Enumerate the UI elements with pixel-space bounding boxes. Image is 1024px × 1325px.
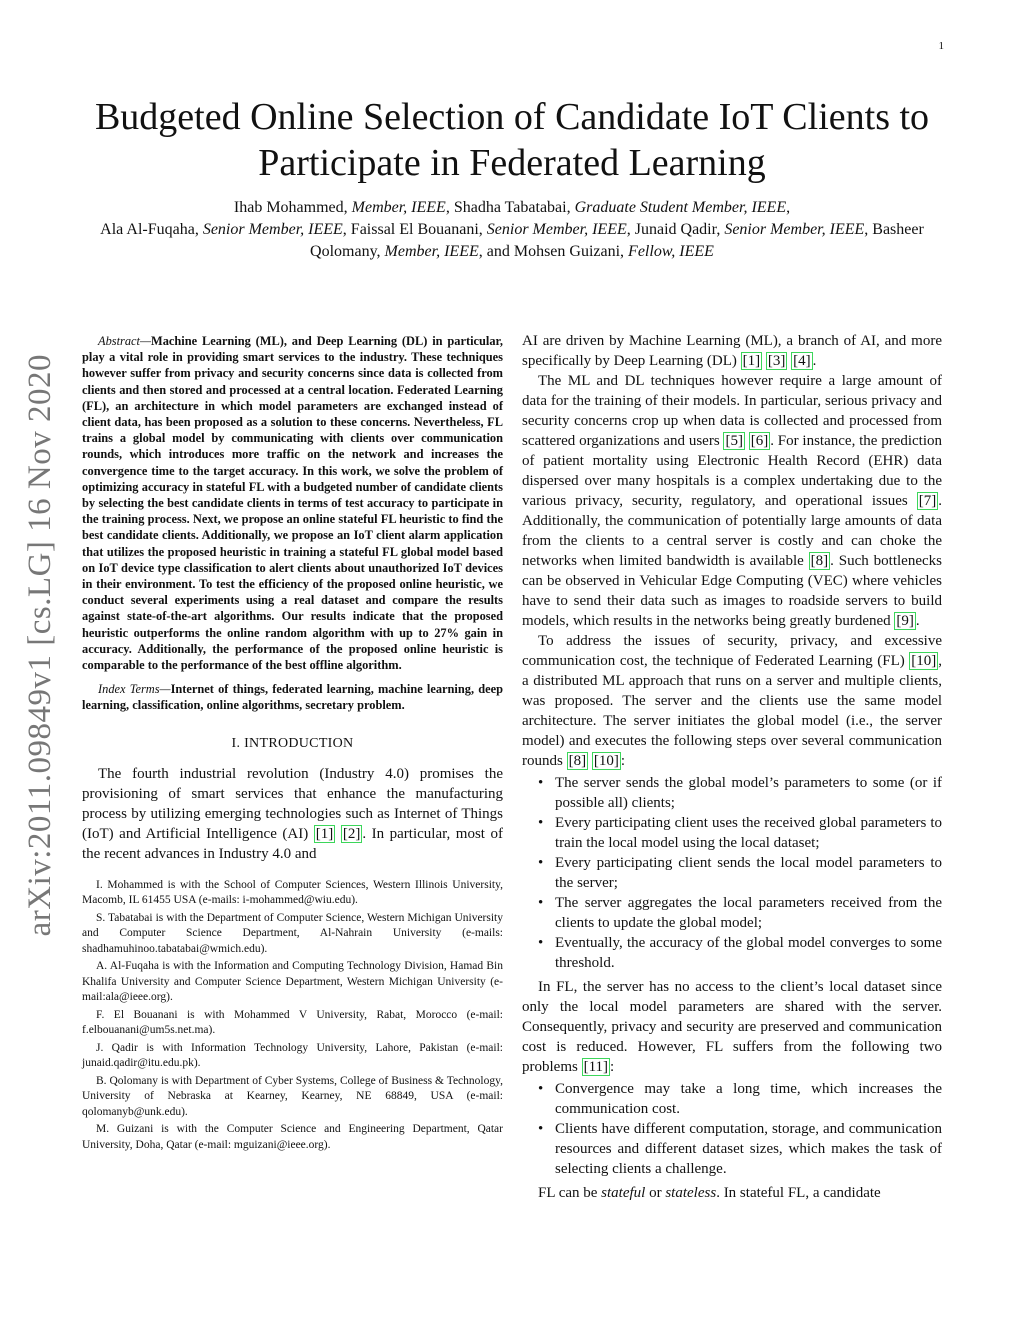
index-terms xyxy=(82,681,503,713)
citation-link[interactable]: [5] xyxy=(725,433,743,449)
author-role: Member, IEEE xyxy=(351,199,446,216)
author-name: Basheer Qolomany xyxy=(310,221,924,260)
author-list: Ihab Mohammed, Member, IEEE, Shadha Tabatabai, Graduate Student Member, IEEE, Ala Al-Fuqaha, Senior Member, IEEE, Faissal El Bouanani, Senior Member, IEEE, Junaid Qadir, Senior Member, IEEE, Basheer Qolomany, Member, IEEE, and Mohsen Guizani, Fellow, IEEE xyxy=(100,199,924,260)
citation-link[interactable]: [7] xyxy=(918,493,937,509)
abstract xyxy=(82,333,503,673)
paragraph-text: : xyxy=(620,753,626,769)
paragraph-text: . In stateful FL, a candidate xyxy=(716,1185,881,1201)
citation-link[interactable]: [3] xyxy=(767,353,786,369)
paragraph-text: . For instance, the prediction of patient mortality using Electronic Health Record (EHR) data dispersed over many hospitals is a complex undertaking due to the various privacy, security, regulatory, and operational issues xyxy=(522,433,943,509)
body-paragraph xyxy=(522,631,942,771)
paragraph-text: , a distributed ML approach that runs on a server and multiple clients, was proposed. The server and the clients use the same model architecture. The server initiates the global model (i.e., the server model) and executes the following steps over several communication rounds xyxy=(522,653,942,769)
paragraph-text: AI are driven by Machine Learning (ML), a branch of AI, and more specifically by Deep Learning (DL) xyxy=(522,333,942,369)
author-role: Member, IEEE xyxy=(384,243,479,260)
author-name: Faissal El Bouanani xyxy=(350,221,479,238)
intro-tail: . In particular, most of the recent advances in Industry 4.0 and xyxy=(82,825,504,862)
list-item: • Eventually, the accuracy of the global model converges to some threshold. xyxy=(522,933,942,973)
fl-problems-list xyxy=(522,1079,942,1179)
section-heading: I. INTRODUCTION xyxy=(231,735,354,751)
paragraph-text: In FL, the server has no access to the client’s local dataset since only the local model parameters are shared with the server. Consequently, privacy and security are preserved and communication cost is reduced. However, FL suffers from the following two problems xyxy=(522,979,942,1075)
fl-steps-list xyxy=(522,773,942,973)
body-paragraph xyxy=(522,371,942,631)
body-paragraph xyxy=(522,331,942,371)
paragraph-text: . xyxy=(915,613,920,629)
arxiv-identifier: arXiv:2011.09849v1 [cs.LG] 16 Nov 2020 xyxy=(21,353,58,937)
paragraph-text: To address the issues of security, privacy, and excessive communication cost, the technique of Federated Learning (FL) xyxy=(522,633,942,669)
citation-link[interactable]: [10] xyxy=(593,753,619,769)
index-terms-text: Internet of things, federated learning, machine learning, deep learning, classification, online algorithms, secretary problem. xyxy=(82,682,503,713)
affiliation-footnotes xyxy=(82,878,503,1154)
author-role: Fellow, IEEE xyxy=(628,243,714,260)
author-name: Ala Al-Fuqaha xyxy=(100,221,195,238)
citation-link[interactable]: [2] xyxy=(342,825,361,842)
author-role: Senior Member, IEEE xyxy=(202,221,343,238)
footnote: B. Qolomany is with Department of Cyber Systems, College of Business & Technology, University of Nebraska at Kearney, Kearney, NE 68849, USA (e-mail: qolomanyb@unk.edu). xyxy=(82,1074,503,1118)
author-role: Senior Member, IEEE xyxy=(486,221,627,238)
abstract-label: Abstract— xyxy=(98,334,152,348)
body-paragraph xyxy=(522,977,942,1077)
author-name: Junaid Qadir xyxy=(634,221,717,238)
footnote: J. Qadir is with Information Technology University, Lahore, Pakistan (e-mail: junaid.qadir@itu.edu.pk). xyxy=(82,1041,503,1070)
footnote: F. El Bouanani is with Mohammed V University, Rabat, Morocco (e-mail: f.elbouanani@um5s.net.ma). xyxy=(82,1008,503,1037)
footnote: I. Mohammed is with the School of Computer Sciences, Western Illinois University, Macomb, IL 61455 USA (e-mails: i-mohammed@wiu.edu). xyxy=(82,878,503,907)
right-column xyxy=(522,331,942,1203)
paragraph-text: : xyxy=(610,1059,615,1075)
page-number: 1 xyxy=(938,40,944,52)
paragraph-text: or xyxy=(649,1185,662,1201)
author-name: Mohsen Guizani xyxy=(513,243,621,260)
citation-link[interactable]: [10] xyxy=(911,653,937,669)
author-name: Ihab Mohammed xyxy=(233,199,344,216)
paragraph-text: FL can be xyxy=(538,1185,598,1201)
footnote: M. Guizani is with the Computer Science and Engineering Department, Qatar University, Doha, Qatar (e-mail: mguizani@ieee.org). xyxy=(82,1123,503,1151)
left-column xyxy=(82,333,503,1155)
footnote: S. Tabatabai is with the Department of Computer Science, Western Michigan University and Computer Science Department, Al-Nahrain University (e-mails: shadhamuhinoo.tabatabai@wmich.edu). xyxy=(82,911,503,955)
footnote: A. Al-Fuqaha is with the Information and Computing Technology Division, Hamad Bin Khalifa University and Computer Science Department, Western Michigan University (e-mail:ala@ieee.org). xyxy=(82,960,503,1004)
emphasis-text: stateless xyxy=(665,1185,717,1201)
arxiv-stamp xyxy=(16,345,64,945)
index-terms-label: Index Terms— xyxy=(98,682,171,697)
citation-link[interactable]: [1] xyxy=(315,825,334,842)
list-item: • Every participating client sends the local model parameters to the server; xyxy=(522,853,942,893)
list-item: • Clients have different computation, storage, and communication resources and different dataset sizes, which makes the task of selecting clients a challenge. xyxy=(522,1119,942,1179)
citation-link[interactable]: [11] xyxy=(583,1059,609,1075)
list-item: • The server sends the global model’s parameters to some (or if possible all) clients; xyxy=(522,773,942,813)
emphasis-text: stateful xyxy=(601,1185,646,1201)
paragraph-text: . xyxy=(812,353,817,369)
authors-conjunction: and xyxy=(486,243,510,260)
list-item: • Every participating client uses the received global parameters to train the local model using the local dataset; xyxy=(522,813,942,853)
list-item: • The server aggregates the local parameters received from the clients to update the global model; xyxy=(522,893,942,933)
author-name: Shadha Tabatabai xyxy=(453,199,567,216)
intro-text: The fourth industrial revolution (Industry 4.0) promises the provisioning of smart services that enhance the manufacturing process by utilizing emerging technologies such as Internet of Things (IoT) and Artificial Intelligence (AI) xyxy=(82,765,503,842)
author-role: Graduate Student Member, IEEE xyxy=(574,199,787,216)
paragraph-text: The ML and DL techniques however require a large amount of data for the training of their models. In particular, serious privacy and security concerns crop up when data is collected and processed from scattered organizations and users xyxy=(522,373,942,449)
citation-link[interactable]: [9] xyxy=(896,613,914,629)
citation-link[interactable]: [8] xyxy=(568,753,587,769)
body-paragraph xyxy=(522,1183,942,1203)
citation-link[interactable]: [8] xyxy=(810,553,829,569)
intro-paragraph xyxy=(82,764,503,864)
citation-link[interactable]: [4] xyxy=(793,353,811,369)
list-item: • Convergence may take a long time, which increases the communication cost. xyxy=(522,1079,942,1119)
paragraph-text: . Additionally, the communication of potentially large amounts of data from the clients to a central server is costly and can choke the networks when limited bandwidth is available xyxy=(522,493,942,569)
citation-link[interactable]: [6] xyxy=(750,433,769,449)
paragraph-text: . Such bottlenecks can be observed in Vehicular Edge Computing (VEC) where vehicles have to send their data such as images to roadside servers to build models, which results in the networks being greatly burdened xyxy=(522,553,942,629)
author-role: Senior Member, IEEE xyxy=(724,221,865,238)
paper-title: Budgeted Online Selection of Candidate IoT Clients to Participate in Federated Learning xyxy=(94,96,930,184)
abstract-text: Machine Learning (ML), and Deep Learning (DL) in particular, play a vital role in providing smart services to the industry. These techniques however suffer from privacy and security concerns since data is collected from clients and then stored and processed at a central location. Federated Learning (FL), an architecture in which model parameters are exchanged instead of client data, has been proposed as a solution to these concerns. Nevertheless, FL trains a global model by communicating with clients over communication rounds, which introduces more traffic on the network and increases the convergence time to the target accuracy. In this work, we solve the problem of optimizing accuracy in stateful FL with a budgeted number of candidate clients by selecting the best candidate clients in terms of test accuracy to participate in the training process. Next, we propose an online stateful FL heuristic to find the best candidate clients. Additionally, we propose an IoT client alarm application that utilizes the proposed heuristic in training a stateful FL global model based on IoT device type classification to alert clients about unauthorized IoT devices in their environment. To test the efficiency of the proposed online heuristic, we conduct several experiments using a real dataset and compare the results against state-of-the-art algorithms. Our results indicate that the proposed heuristic outperforms the online random algorithm with up to 27% gain in accuracy. Additionally, the performance of the proposed online heuristic is comparable to the performance of the best offline algorithm. xyxy=(82,334,503,673)
citation-link[interactable]: [1] xyxy=(742,353,761,369)
